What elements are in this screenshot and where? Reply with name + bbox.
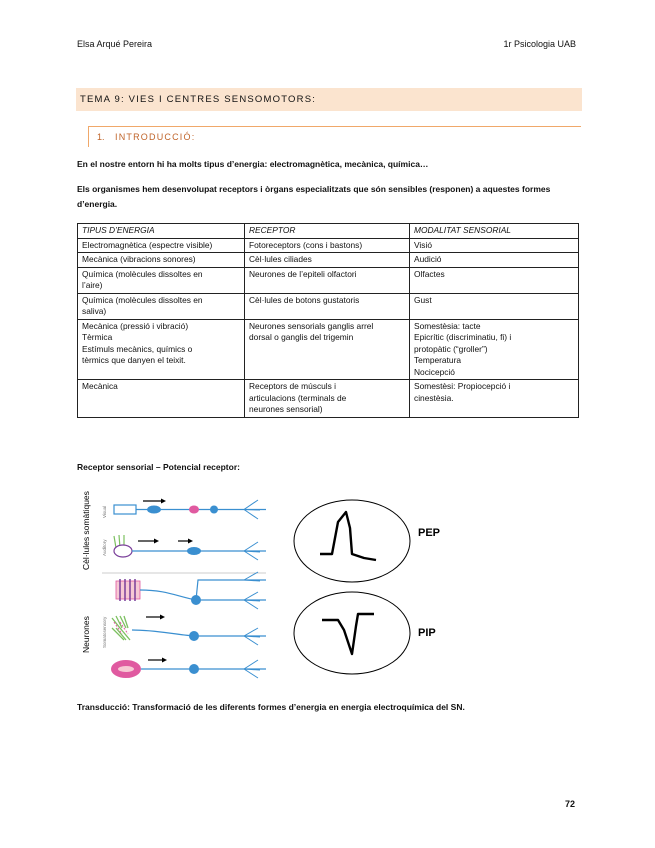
photoreceptor-outer-segment <box>114 505 136 514</box>
muscle-branch <box>196 580 266 600</box>
cell-energy-line: Química (molècules dissoltes en <box>82 268 203 279</box>
cell-energy <box>78 319 245 380</box>
cell-modality-line: Somestèsi: Propiocepció i <box>414 381 511 391</box>
cell-receptor <box>245 238 410 253</box>
pip-label: PIP <box>418 627 436 639</box>
muscle-receptor-row <box>116 572 266 609</box>
cell-energy-line: saliva) <box>82 306 107 316</box>
muscle-terminals <box>244 572 260 609</box>
tema-heading-bar <box>76 88 582 111</box>
cell-modality-line: Visió <box>414 239 433 250</box>
cell-receptor-line: Cèl·lules ciliades <box>249 254 312 264</box>
cell-modality-line: cinestèsia. <box>414 392 454 403</box>
cell-receptor <box>245 293 410 319</box>
cell-energy-line: Química (molècules dissoltes en <box>82 294 203 305</box>
label-auditory: Auditory <box>102 539 107 556</box>
cell-receptor-line: Cèl·lules de botons gustatoris <box>249 294 360 305</box>
table-header-row <box>78 224 579 239</box>
header-receptor: RECEPTOR <box>245 224 410 239</box>
skin-receptor-row <box>112 615 266 646</box>
transduction-paragraph: Transducció: Transformació de les diferents formes d’energia en energia electroquímica del SN. <box>77 702 465 712</box>
header-modality: MODALITAT SENSORIAL <box>410 224 579 239</box>
energy-receptor-table <box>77 223 579 418</box>
cell-modality <box>410 238 579 253</box>
cell-receptor-line: articulacions (terminals de <box>249 392 347 403</box>
cell-receptor-line: Neurones sensorials ganglis arrel <box>249 320 374 331</box>
cell-energy-line: Electromagnètica (espectre visible) <box>82 239 213 250</box>
table-row <box>78 319 579 380</box>
pacinian-receptor-row <box>111 658 266 679</box>
receptor-figure <box>76 488 446 688</box>
cell-energy <box>78 267 245 293</box>
cell-receptor <box>245 380 410 418</box>
header-author: Elsa Arqué Pereira <box>77 39 153 49</box>
cell-receptor <box>245 319 410 380</box>
cell-energy-line: tèrmics que danyen el teixit. <box>82 355 186 365</box>
cell-modality <box>410 380 579 418</box>
tema-title: TEMA 9: VIES I CENTRES SENSOMOTORS: <box>80 94 317 105</box>
page-number: 72 <box>564 799 575 809</box>
visual-synapse <box>189 506 199 514</box>
auditory-cell-body <box>187 547 201 555</box>
visual-cell-body <box>147 506 161 514</box>
cell-modality-line: Audició <box>414 254 442 264</box>
hair-cell-body <box>114 545 132 557</box>
cell-receptor-line: neurones sensorial) <box>249 404 323 414</box>
cell-modality <box>410 293 579 319</box>
section-title: INTRODUCCIÓ: <box>115 132 196 142</box>
cell-energy <box>78 293 245 319</box>
skin-receptors <box>112 616 130 640</box>
auditory-arrow-1-head <box>154 539 159 544</box>
skin-terminals <box>244 628 260 645</box>
cell-energy-line: Tèrmica <box>82 332 113 342</box>
label-neurones: Neurones <box>81 616 91 653</box>
intro-paragraph-1: En el nostre entorn hi ha molts tipus d’energia: electromagnètica, mecànica, química… <box>77 159 429 169</box>
cell-modality-line: Nocicepció <box>414 366 455 377</box>
cell-energy <box>78 253 245 268</box>
visual-terminals <box>244 500 260 519</box>
cell-modality-line: Olfactes <box>414 268 445 279</box>
pep-label: PEP <box>418 527 441 539</box>
cell-receptor-line: Neurones de l’epiteli olfactori <box>249 268 357 279</box>
pip-circle <box>294 592 410 674</box>
cell-receptor-line: dorsal o ganglis del trigemin <box>249 332 354 342</box>
cell-modality <box>410 319 579 380</box>
header-energy: TIPUS D’ENERGIA <box>78 224 245 239</box>
cell-modality <box>410 267 579 293</box>
skin-arrow-head <box>160 615 165 620</box>
cell-receptor <box>245 253 410 268</box>
table-row <box>78 380 579 418</box>
label-visual: Visual <box>102 505 107 518</box>
cell-receptor-line: Fotoreceptors (cons i bastons) <box>249 239 363 250</box>
cell-receptor <box>245 267 410 293</box>
cell-modality-line: Gust <box>414 294 432 305</box>
cell-modality <box>410 253 579 268</box>
cell-modality-line: Somestèsia: tacte <box>414 320 481 331</box>
section-heading <box>88 126 581 147</box>
skin-ganglion-cell <box>189 631 199 641</box>
cell-receptor-line: Receptors de músculs i <box>249 381 337 391</box>
auditory-receptor-row <box>114 535 266 560</box>
cell-energy <box>78 380 245 418</box>
visual-arrow-head <box>161 499 166 504</box>
table-row <box>78 267 579 293</box>
header-course: 1r Psicologia UAB <box>503 39 576 49</box>
pacinian-arrow-head <box>162 658 167 663</box>
visual-bipolar-cell <box>210 506 218 514</box>
pacinian-ganglion-cell <box>189 664 199 674</box>
table-row <box>78 253 579 268</box>
cell-modality-line: Temperatura <box>414 355 462 365</box>
cell-energy-line: l’aire) <box>82 280 103 290</box>
auditory-arrow-2-head <box>188 539 193 544</box>
cell-energy <box>78 238 245 253</box>
intro-paragraph-2: Els organismes hem desenvolupat receptors i òrgans especialitzats que són sensibles (responen) a aquestes formes d’energia. <box>77 184 551 209</box>
cell-energy-line: Mecànica (vibracions sonores) <box>82 254 196 264</box>
cell-modality-line: protopàtic (“groller”) <box>414 343 488 354</box>
table-row <box>78 238 579 253</box>
label-cells: Cèl·lules somàtiques <box>81 491 91 570</box>
pacinian-core <box>118 666 134 672</box>
cell-energy-line: Estímuls mecànics, químics o <box>82 343 193 354</box>
cell-energy-line: Mecànica <box>82 381 118 391</box>
section-number: 1. <box>97 132 105 142</box>
label-somatosensory: Somatosensory <box>102 616 107 648</box>
pep-diagram <box>294 500 440 582</box>
table-row <box>78 293 579 319</box>
pip-diagram <box>294 592 436 674</box>
cell-modality-line: Epicrític (discriminatiu, fi) i <box>414 332 512 342</box>
cell-energy-line: Mecànica (pressió i vibració) <box>82 320 189 331</box>
figure-caption: Receptor sensorial – Potencial receptor: <box>77 462 240 472</box>
visual-receptor-row <box>114 499 266 520</box>
